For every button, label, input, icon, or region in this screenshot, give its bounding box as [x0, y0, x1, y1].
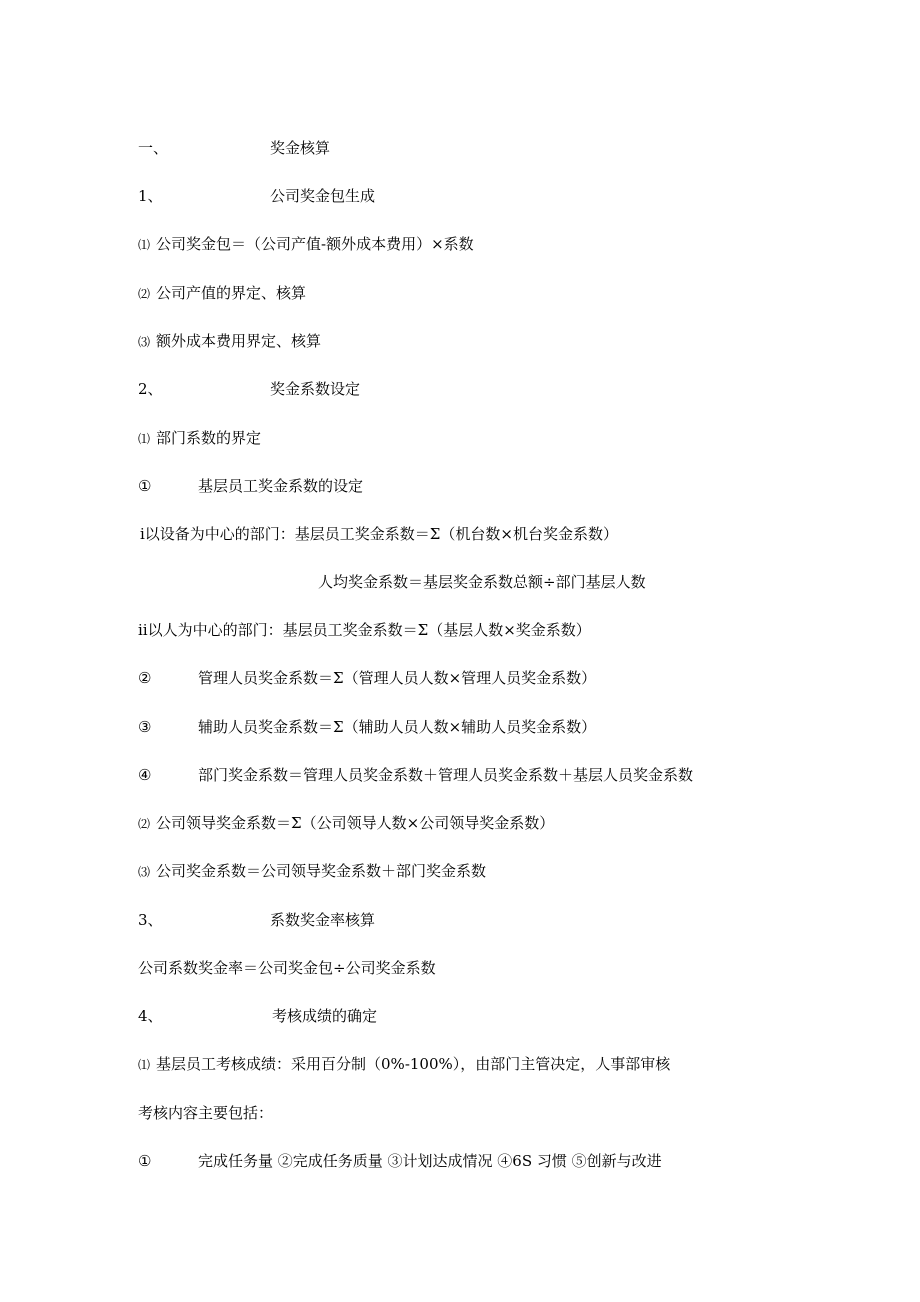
item-text: 管理人员奖金系数＝Σ（管理人员人数×管理人员奖金系数）: [198, 669, 597, 687]
item-marker: ⑵: [138, 817, 151, 831]
item-text: 基层员工考核成绩：采用百分制（0%-100%），由部门主管决定，人事部审核: [156, 1055, 671, 1073]
item-marker: ⑶: [138, 335, 151, 349]
circled-marker: ①: [138, 477, 152, 495]
subsection-marker: 1、: [138, 187, 163, 205]
item-text: 部门奖金系数＝管理人员奖金系数＋管理人员奖金系数＋基层人员奖金系数: [198, 766, 694, 784]
list-item: [138, 810, 554, 836]
item-text: 辅助人员奖金系数＝Σ（辅助人员人数×辅助人员奖金系数）: [198, 718, 597, 736]
paragraph: [138, 955, 436, 981]
item-text: 公司奖金系数＝公司领导奖金系数＋部门奖金系数: [156, 862, 487, 880]
circled-marker: ②: [138, 669, 152, 687]
item-text: 额外成本费用界定、核算: [156, 332, 322, 350]
circled-marker: ④: [138, 766, 152, 784]
subsection-marker: 3、: [138, 911, 163, 929]
item-marker: ⑴: [138, 238, 151, 252]
item-text: ⅰ以设备为中心的部门：基层员工奖金系数＝Σ（机台数×机台奖金系数）: [140, 525, 618, 543]
item-marker: ⑴: [138, 432, 151, 446]
subsection-title: 公司奖金包生成: [270, 187, 376, 205]
item-marker: ⑵: [138, 287, 151, 301]
roman-item: [138, 617, 591, 643]
list-item: [138, 858, 486, 884]
item-text: 人均奖金系数＝基层奖金系数总额÷部门基层人数: [318, 573, 646, 591]
list-item: [138, 328, 321, 354]
item-text: 部门系数的界定: [156, 429, 262, 447]
continuation-line: [318, 569, 646, 595]
subsection-marker: 2、: [138, 380, 163, 398]
item-text: 公司领导奖金系数＝Σ（公司领导人数×公司领导奖金系数）: [156, 814, 555, 832]
subsection-title: 考核成绩的确定: [272, 1007, 378, 1025]
paragraph: [138, 1100, 273, 1126]
item-text: 公司产值的界定、核算: [156, 284, 307, 302]
item-text: 公司奖金包＝（公司产值-额外成本费用）×系数: [156, 235, 474, 253]
circled-marker: ①: [138, 1152, 152, 1170]
subsection-title: 系数奖金率核算: [270, 911, 376, 929]
list-item: [138, 1051, 670, 1077]
subsection-marker: 4、: [138, 1007, 163, 1025]
item-marker: ⑶: [138, 865, 151, 879]
item-marker: ⑴: [138, 1058, 151, 1072]
item-text: 完成任务量 ②完成任务质量 ③计划达成情况 ④6S 习惯 ⑤创新与改进: [198, 1152, 662, 1170]
section-marker: 一、: [138, 139, 169, 157]
roman-item: [140, 521, 618, 547]
circled-marker: ③: [138, 718, 152, 736]
list-item: [138, 280, 306, 306]
paragraph-text: 公司系数奖金率＝公司奖金包÷公司奖金系数: [138, 959, 436, 977]
subsection-title: 奖金系数设定: [270, 380, 361, 398]
list-item: [138, 231, 474, 257]
paragraph-text: 考核内容主要包括：: [138, 1104, 274, 1122]
item-text: 基层员工奖金系数的设定: [198, 477, 364, 495]
section-title: 奖金核算: [270, 139, 331, 157]
list-item: [138, 425, 261, 451]
item-text: ⅱ以人为中心的部门：基层员工奖金系数＝Σ（基层人数×奖金系数）: [138, 621, 591, 639]
